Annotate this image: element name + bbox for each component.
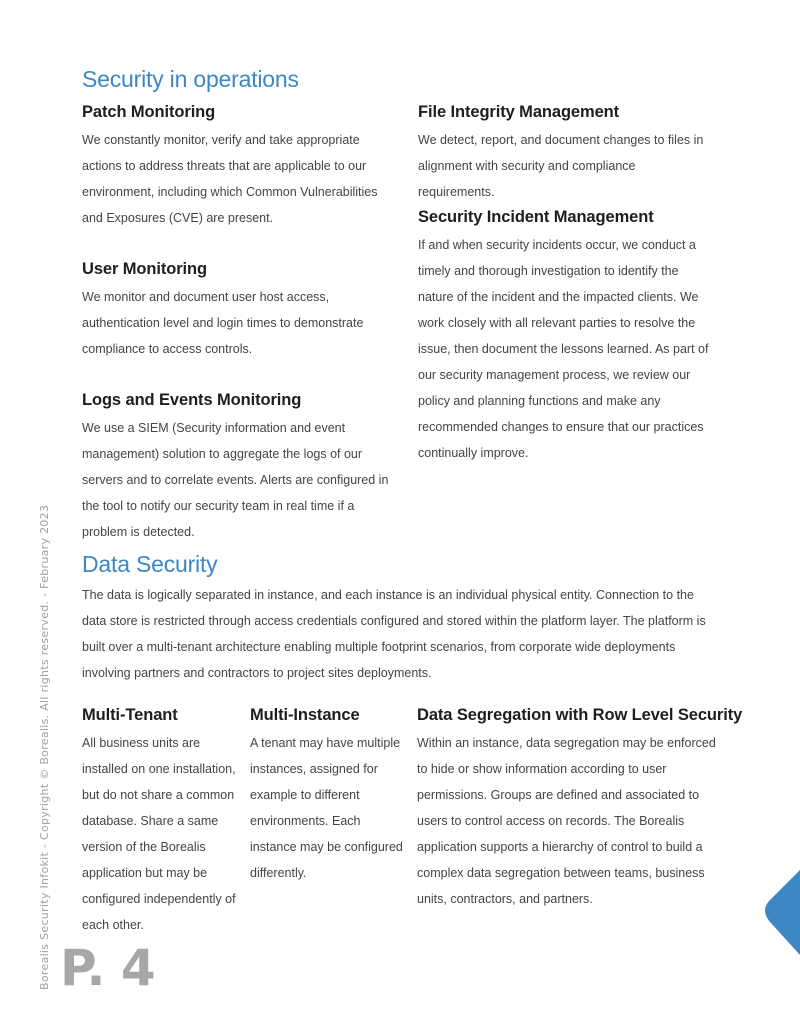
- security-incident-heading: Security Incident Management: [418, 208, 654, 226]
- section-title-security-operations: Security in operations: [82, 66, 299, 92]
- section-title-data-security: Data Security: [82, 551, 218, 577]
- patch-monitoring-block: [82, 101, 392, 231]
- patch-monitoring-text: We constantly monitor, verify and take appropriate actions to address threats that are applicable to our environment, including which Common Vulnerabilities and Exposures (CVE) are present.: [82, 133, 378, 225]
- data-security-intro: The data is logically separated in instance, and each instance is an individual physical entity. Connection to the data store is restricted through access credentials configured and stored within the platform layer. The platform is built over a multi-tenant architecture enabling multiple footprint scenarios, from corporate wide deployments involving partners and contractors to project sites deployments.: [82, 588, 706, 680]
- user-monitoring-heading: User Monitoring: [82, 260, 207, 278]
- multi-tenant-heading: Multi-Tenant: [82, 706, 178, 724]
- file-integrity-block: [418, 101, 708, 205]
- multi-instance-heading: Multi-Instance: [250, 706, 360, 724]
- multi-tenant-text: All business units are installed on one installation, but do not share a common database. Share a same version of the Borealis application but may be configured independently of each other.: [82, 736, 236, 932]
- file-integrity-text: We detect, report, and document changes to files in alignment with security and compliance requirements.: [418, 133, 704, 199]
- corner-diamond-icon: [765, 870, 800, 955]
- decorative-corner-shape: [752, 860, 800, 970]
- data-segregation-block: [417, 704, 743, 912]
- data-segregation-heading: Data Segregation with Row Level Security: [417, 706, 743, 724]
- security-incident-block: [418, 206, 713, 466]
- logs-events-heading: Logs and Events Monitoring: [82, 391, 302, 409]
- patch-monitoring-heading: Patch Monitoring: [82, 103, 216, 121]
- vertical-copyright-text: Borealis Security Infokit - Copyright © Borealis. All rights reserved. - February 2023: [38, 504, 51, 990]
- page-number: P. 4: [60, 939, 155, 997]
- file-integrity-heading: File Integrity Management: [418, 103, 620, 121]
- multi-instance-block: [250, 704, 405, 886]
- multi-instance-text: A tenant may have multiple instances, assigned for example to different environments. Each instance may be configured differently.: [250, 736, 403, 880]
- logs-events-text: We use a SIEM (Security information and event management) solution to aggregate the logs of our servers and to correlate events. Alerts are configured in the tool to notify our security team in real time if a problem is detected.: [82, 421, 389, 539]
- user-monitoring-text: We monitor and document user host access, authentication level and login times to demonstrate compliance to access controls.: [82, 290, 364, 356]
- data-segregation-text: Within an instance, data segregation may be enforced to hide or show information according to user permissions. Groups are defined and associated to users to control access on records. The Borealis application supports a hierarchy of control to build a complex data segregation between teams, business units, contractors, and partners.: [417, 736, 716, 906]
- logs-events-block: [82, 389, 392, 545]
- security-incident-text: If and when security incidents occur, we conduct a timely and thorough investigation to identify the nature of the incident and the impacted clients. We work closely with all relevant parties to resolve the issue, then document the lessons learned. As part of our security management process, we review our policy and planning functions and make any recommended changes to ensure that our practices continually improve.: [418, 238, 709, 460]
- user-monitoring-block: [82, 258, 392, 362]
- multi-tenant-block: [82, 704, 237, 938]
